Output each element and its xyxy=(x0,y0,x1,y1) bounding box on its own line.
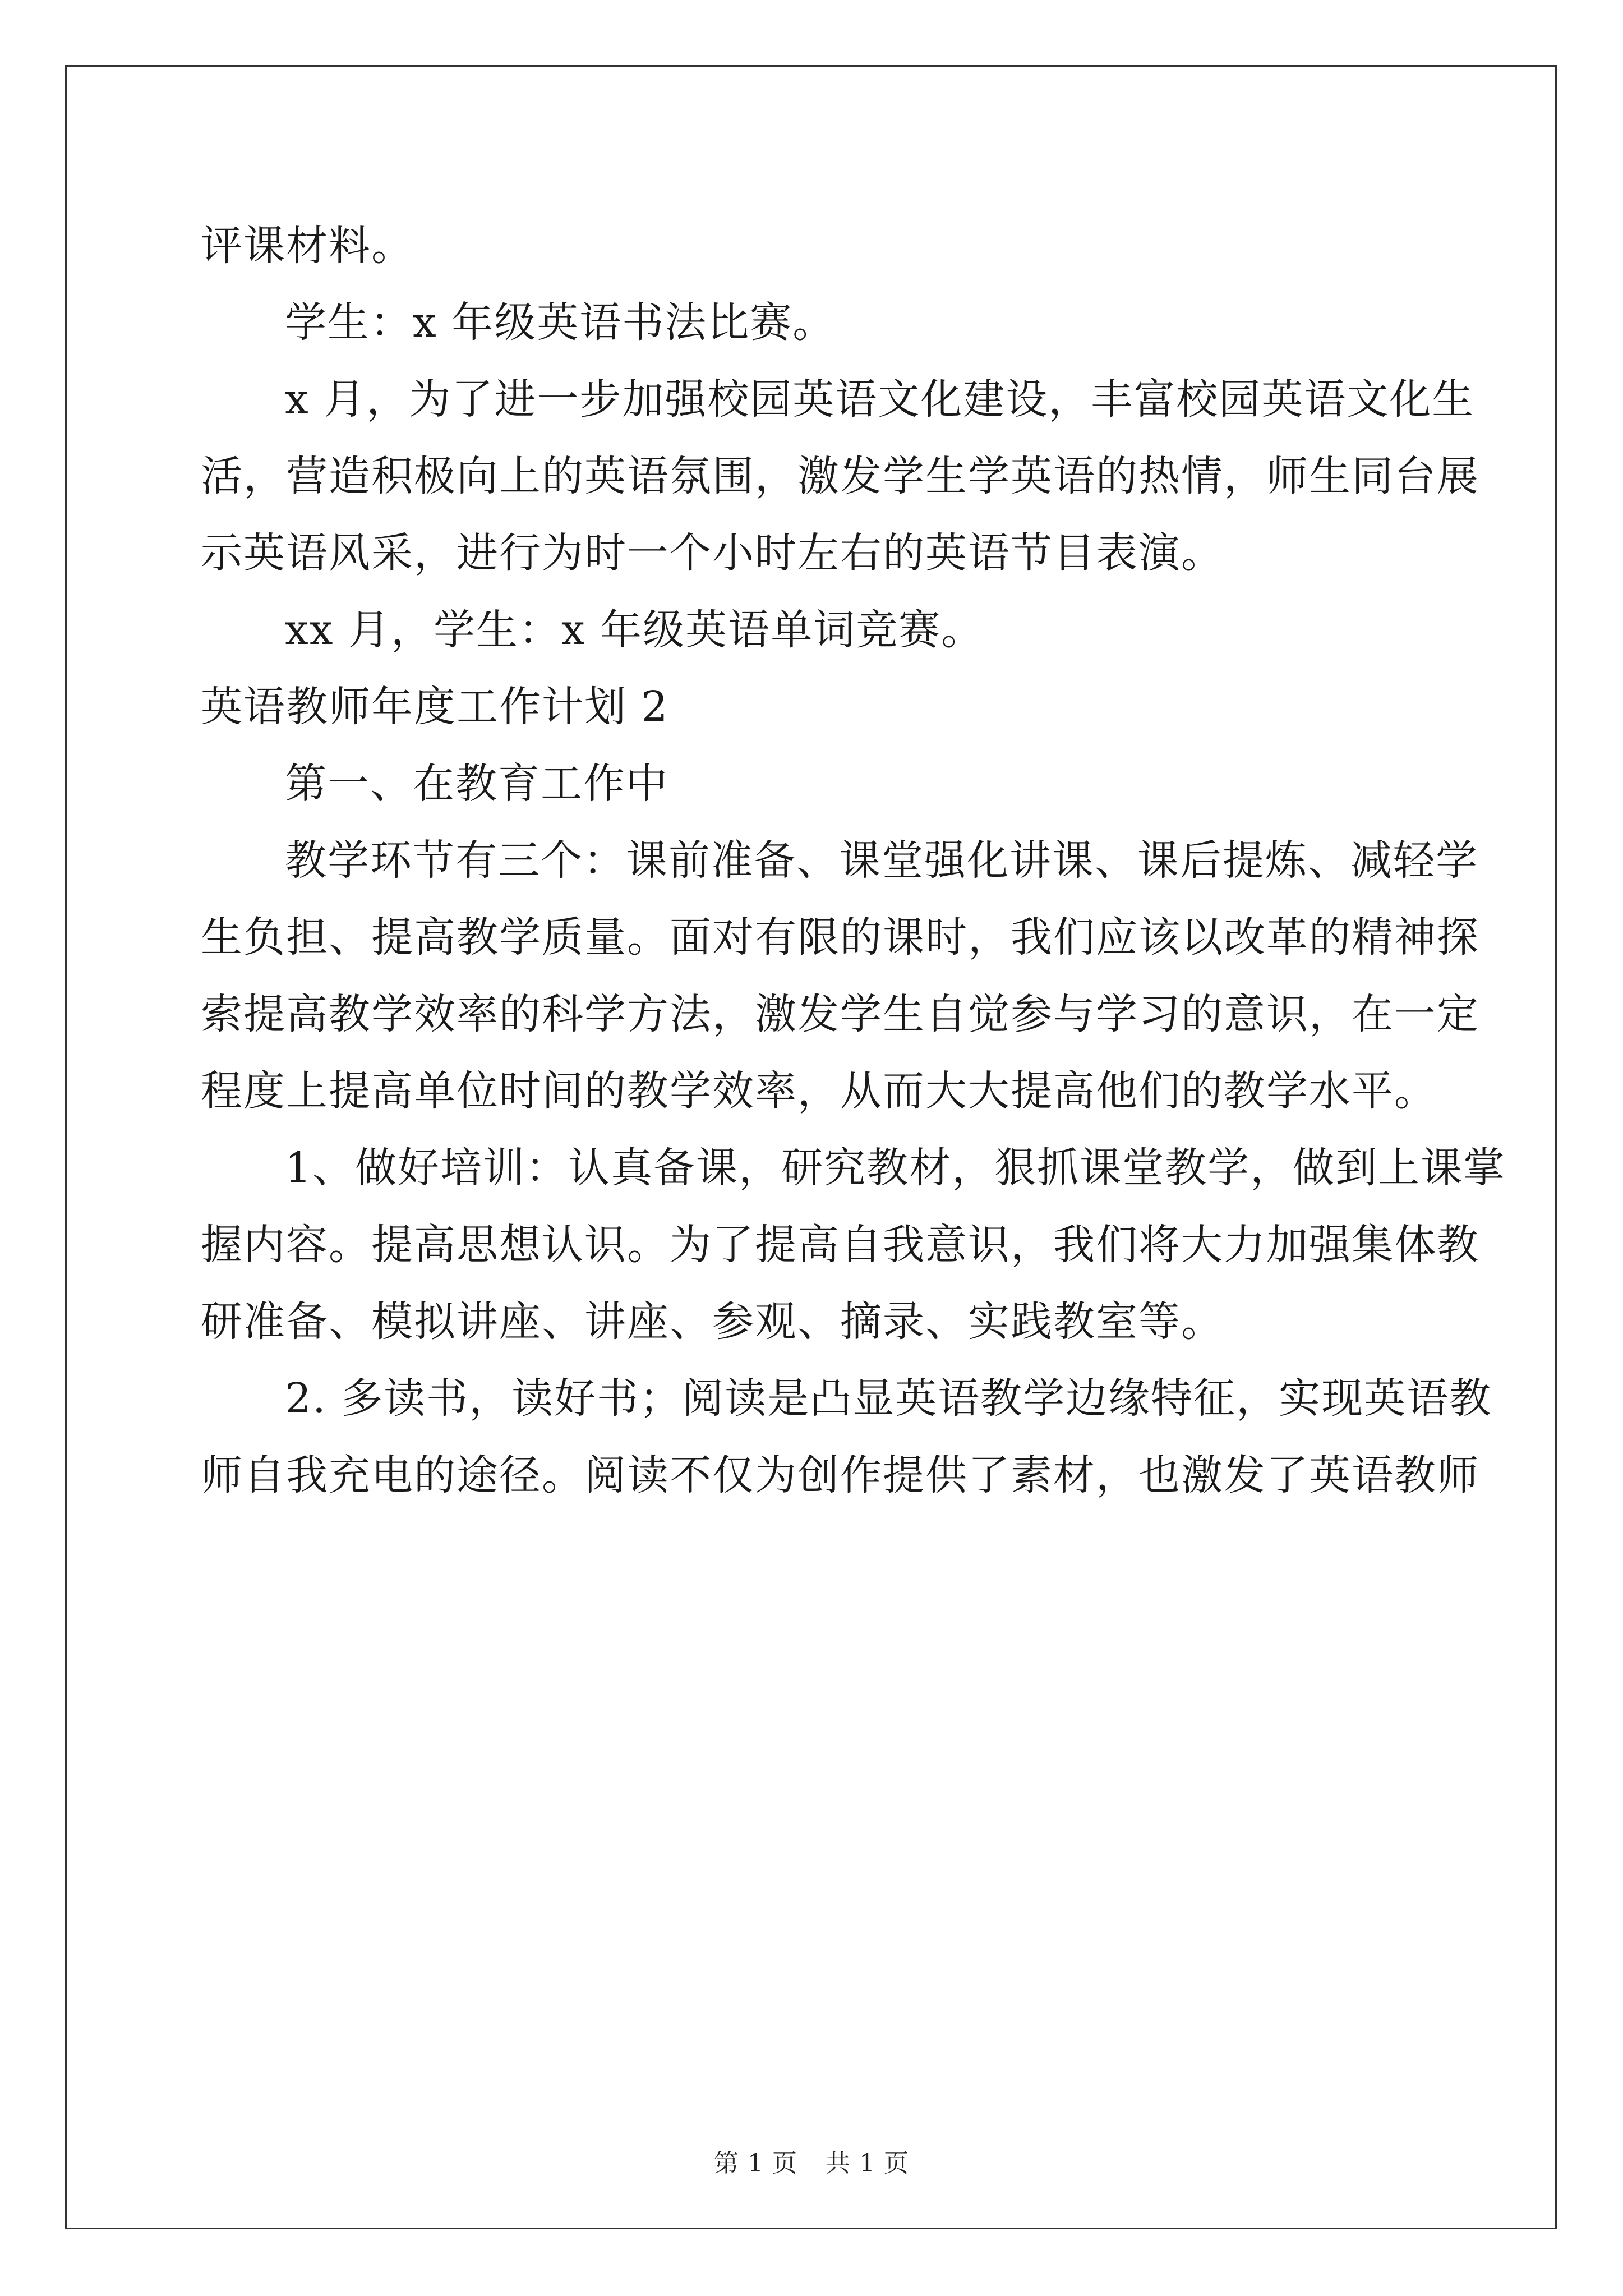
text-line: 研准备、模拟讲座、讲座、参观、摘录、实践教室等。 xyxy=(201,1297,1224,1346)
text-line: 评课材料。 xyxy=(201,222,414,270)
text-line: 教学环节有三个：课前准备、课堂强化讲课、课后提炼、减轻学 xyxy=(285,836,1478,885)
text-line: 握内容。提高思想认识。为了提高自我意识，我们将大力加强集体教 xyxy=(201,1221,1479,1269)
section-heading: 英语教师年度工作计划 2 xyxy=(201,683,669,731)
text-line: 2. 多读书，读好书；阅读是凸显英语教学边缘特征，实现英语教 xyxy=(285,1374,1492,1423)
page-number: 第 1 页 xyxy=(714,2149,797,2178)
text-line: 师自我充电的途径。阅读不仅为创作提供了素材，也激发了英语教师 xyxy=(201,1451,1479,1499)
page-total: 共 1 页 xyxy=(826,2149,909,2178)
text-line: 索提高教学效率的科学方法，激发学生自觉参与学习的意识，在一定 xyxy=(201,990,1479,1038)
text-line: 程度上提高单位时间的教学效率，从而大大提高他们的教学水平。 xyxy=(201,1067,1437,1115)
text-line: 1、做好培训：认真备课，研究教材，狠抓课堂教学，做到上课掌 xyxy=(285,1144,1506,1192)
text-line: 示英语风采，进行为时一个小时左右的英语节目表演。 xyxy=(201,529,1224,577)
text-line: 活，营造积极向上的英语氛围，激发学生学英语的热情，师生同台展 xyxy=(201,452,1479,500)
subheading: 第一、在教育工作中 xyxy=(285,760,668,808)
text-line: x 月，为了进一步加强校园英语文化建设，丰富校园英语文化生 xyxy=(285,375,1475,424)
text-line: 学生：x 年级英语书法比赛。 xyxy=(285,298,836,347)
page-footer xyxy=(0,2143,1623,2179)
document-body xyxy=(201,208,1506,1514)
text-line: xx 月，学生：x 年级英语单词竞赛。 xyxy=(285,606,984,654)
text-line: 生负担、提高教学质量。面对有限的课时，我们应该以改革的精神探 xyxy=(201,913,1479,961)
